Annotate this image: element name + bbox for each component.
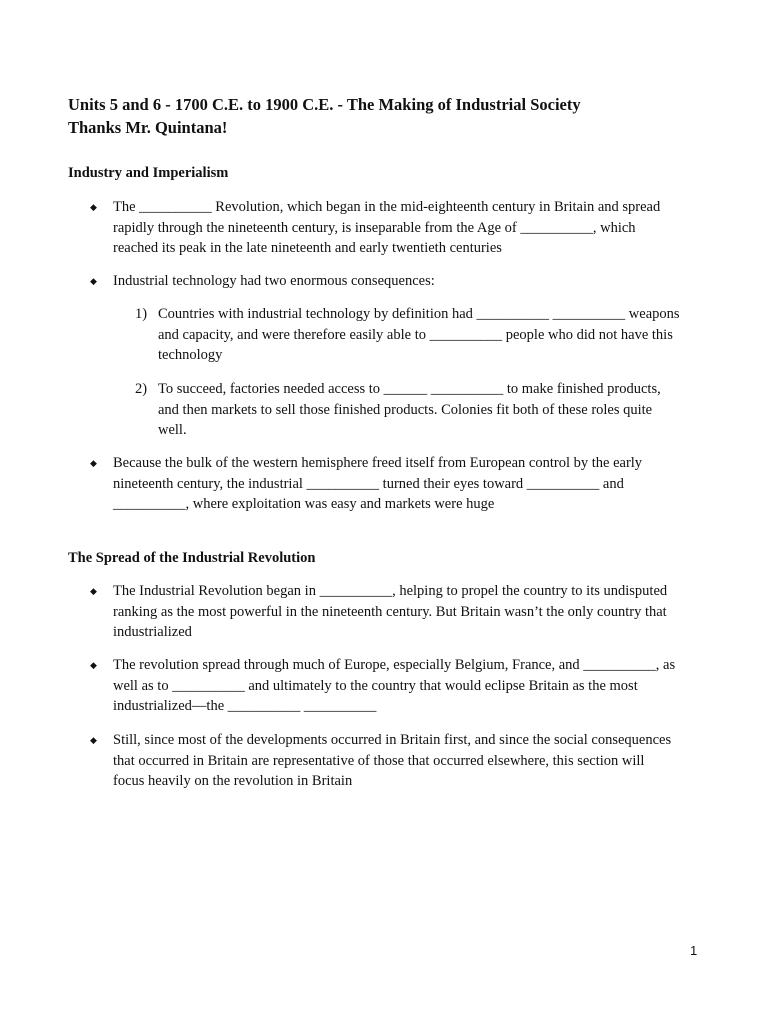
title-line-2: Thanks Mr. Quintana!: [68, 118, 228, 137]
text-line: __________, where exploitation was easy and markets were huge: [113, 496, 495, 512]
bullet-text: [113, 655, 703, 717]
text-line: well.: [158, 422, 187, 438]
document-title: [68, 93, 728, 139]
text-line: well as to __________ and ultimately to the country that would eclipse Britain as the most: [113, 677, 638, 694]
number-label: 1): [135, 306, 148, 322]
text-line: that occurred in Britain are representative of those that occurred elsewhere, this section will: [113, 752, 645, 769]
text-line: and capacity, and were therefore easily able to __________ people who did not have this: [158, 326, 673, 343]
text-line: nineteenth century, the industrial __________ turned their eyes toward __________ and: [113, 475, 624, 492]
text-line: Still, since most of the developments occurred in Britain first, and since the social consequences: [113, 732, 672, 748]
text-line: technology: [158, 347, 223, 363]
text-line: industrialized—the __________ __________: [113, 698, 377, 714]
bullet-text: [113, 271, 703, 292]
numbered-text: [158, 379, 718, 441]
text-line: industrialized: [113, 624, 192, 640]
text-line: ranking as the most powerful in the nineteenth century. But Britain wasn’t the only country that: [113, 603, 667, 620]
section-heading-spread-industrial-revolution: The Spread of the Industrial Revolution: [68, 550, 316, 566]
page-number: 1: [690, 943, 698, 958]
diamond-bullet-icon: ◆: [90, 735, 97, 745]
text-line: The Industrial Revolution began in __________, helping to propel the country to its undisputed: [113, 583, 668, 599]
text-line: Industrial technology had two enormous consequences:: [113, 273, 435, 289]
numbered-text: [158, 304, 718, 366]
title-line-1: Units 5 and 6 - 1700 C.E. to 1900 C.E. - The Making of Industrial Society: [68, 95, 581, 114]
bullet-text: [113, 453, 703, 515]
text-line: rapidly through the nineteenth century, is inseparable from the Age of __________, which: [113, 219, 636, 236]
bullet-text: [113, 581, 703, 643]
diamond-bullet-icon: ◆: [90, 202, 97, 212]
bullet-text: [113, 730, 703, 792]
diamond-bullet-icon: ◆: [90, 276, 97, 286]
text-line: and then markets to sell those finished products. Colonies fit both of these roles quite: [158, 401, 653, 418]
text-line: To succeed, factories needed access to ______ __________ to make finished products,: [158, 381, 661, 397]
text-line: The __________ Revolution, which began in the mid-eighteenth century in Britain and spread: [113, 199, 661, 215]
text-line: focus heavily on the revolution in Britain: [113, 773, 353, 789]
text-line: Countries with industrial technology by definition had __________ __________ weapons: [158, 306, 680, 322]
number-label: 2): [135, 381, 148, 397]
text-line: The revolution spread through much of Europe, especially Belgium, France, and __________, as: [113, 657, 676, 673]
text-line: reached its peak in the late nineteenth and early twentieth centuries: [113, 240, 502, 256]
bullet-text: [113, 197, 703, 259]
diamond-bullet-icon: ◆: [90, 660, 97, 670]
text-line: Because the bulk of the western hemisphere freed itself from European control by the early: [113, 455, 643, 471]
section-heading-industry-imperialism: Industry and Imperialism: [68, 165, 229, 181]
diamond-bullet-icon: ◆: [90, 586, 97, 596]
diamond-bullet-icon: ◆: [90, 458, 97, 468]
